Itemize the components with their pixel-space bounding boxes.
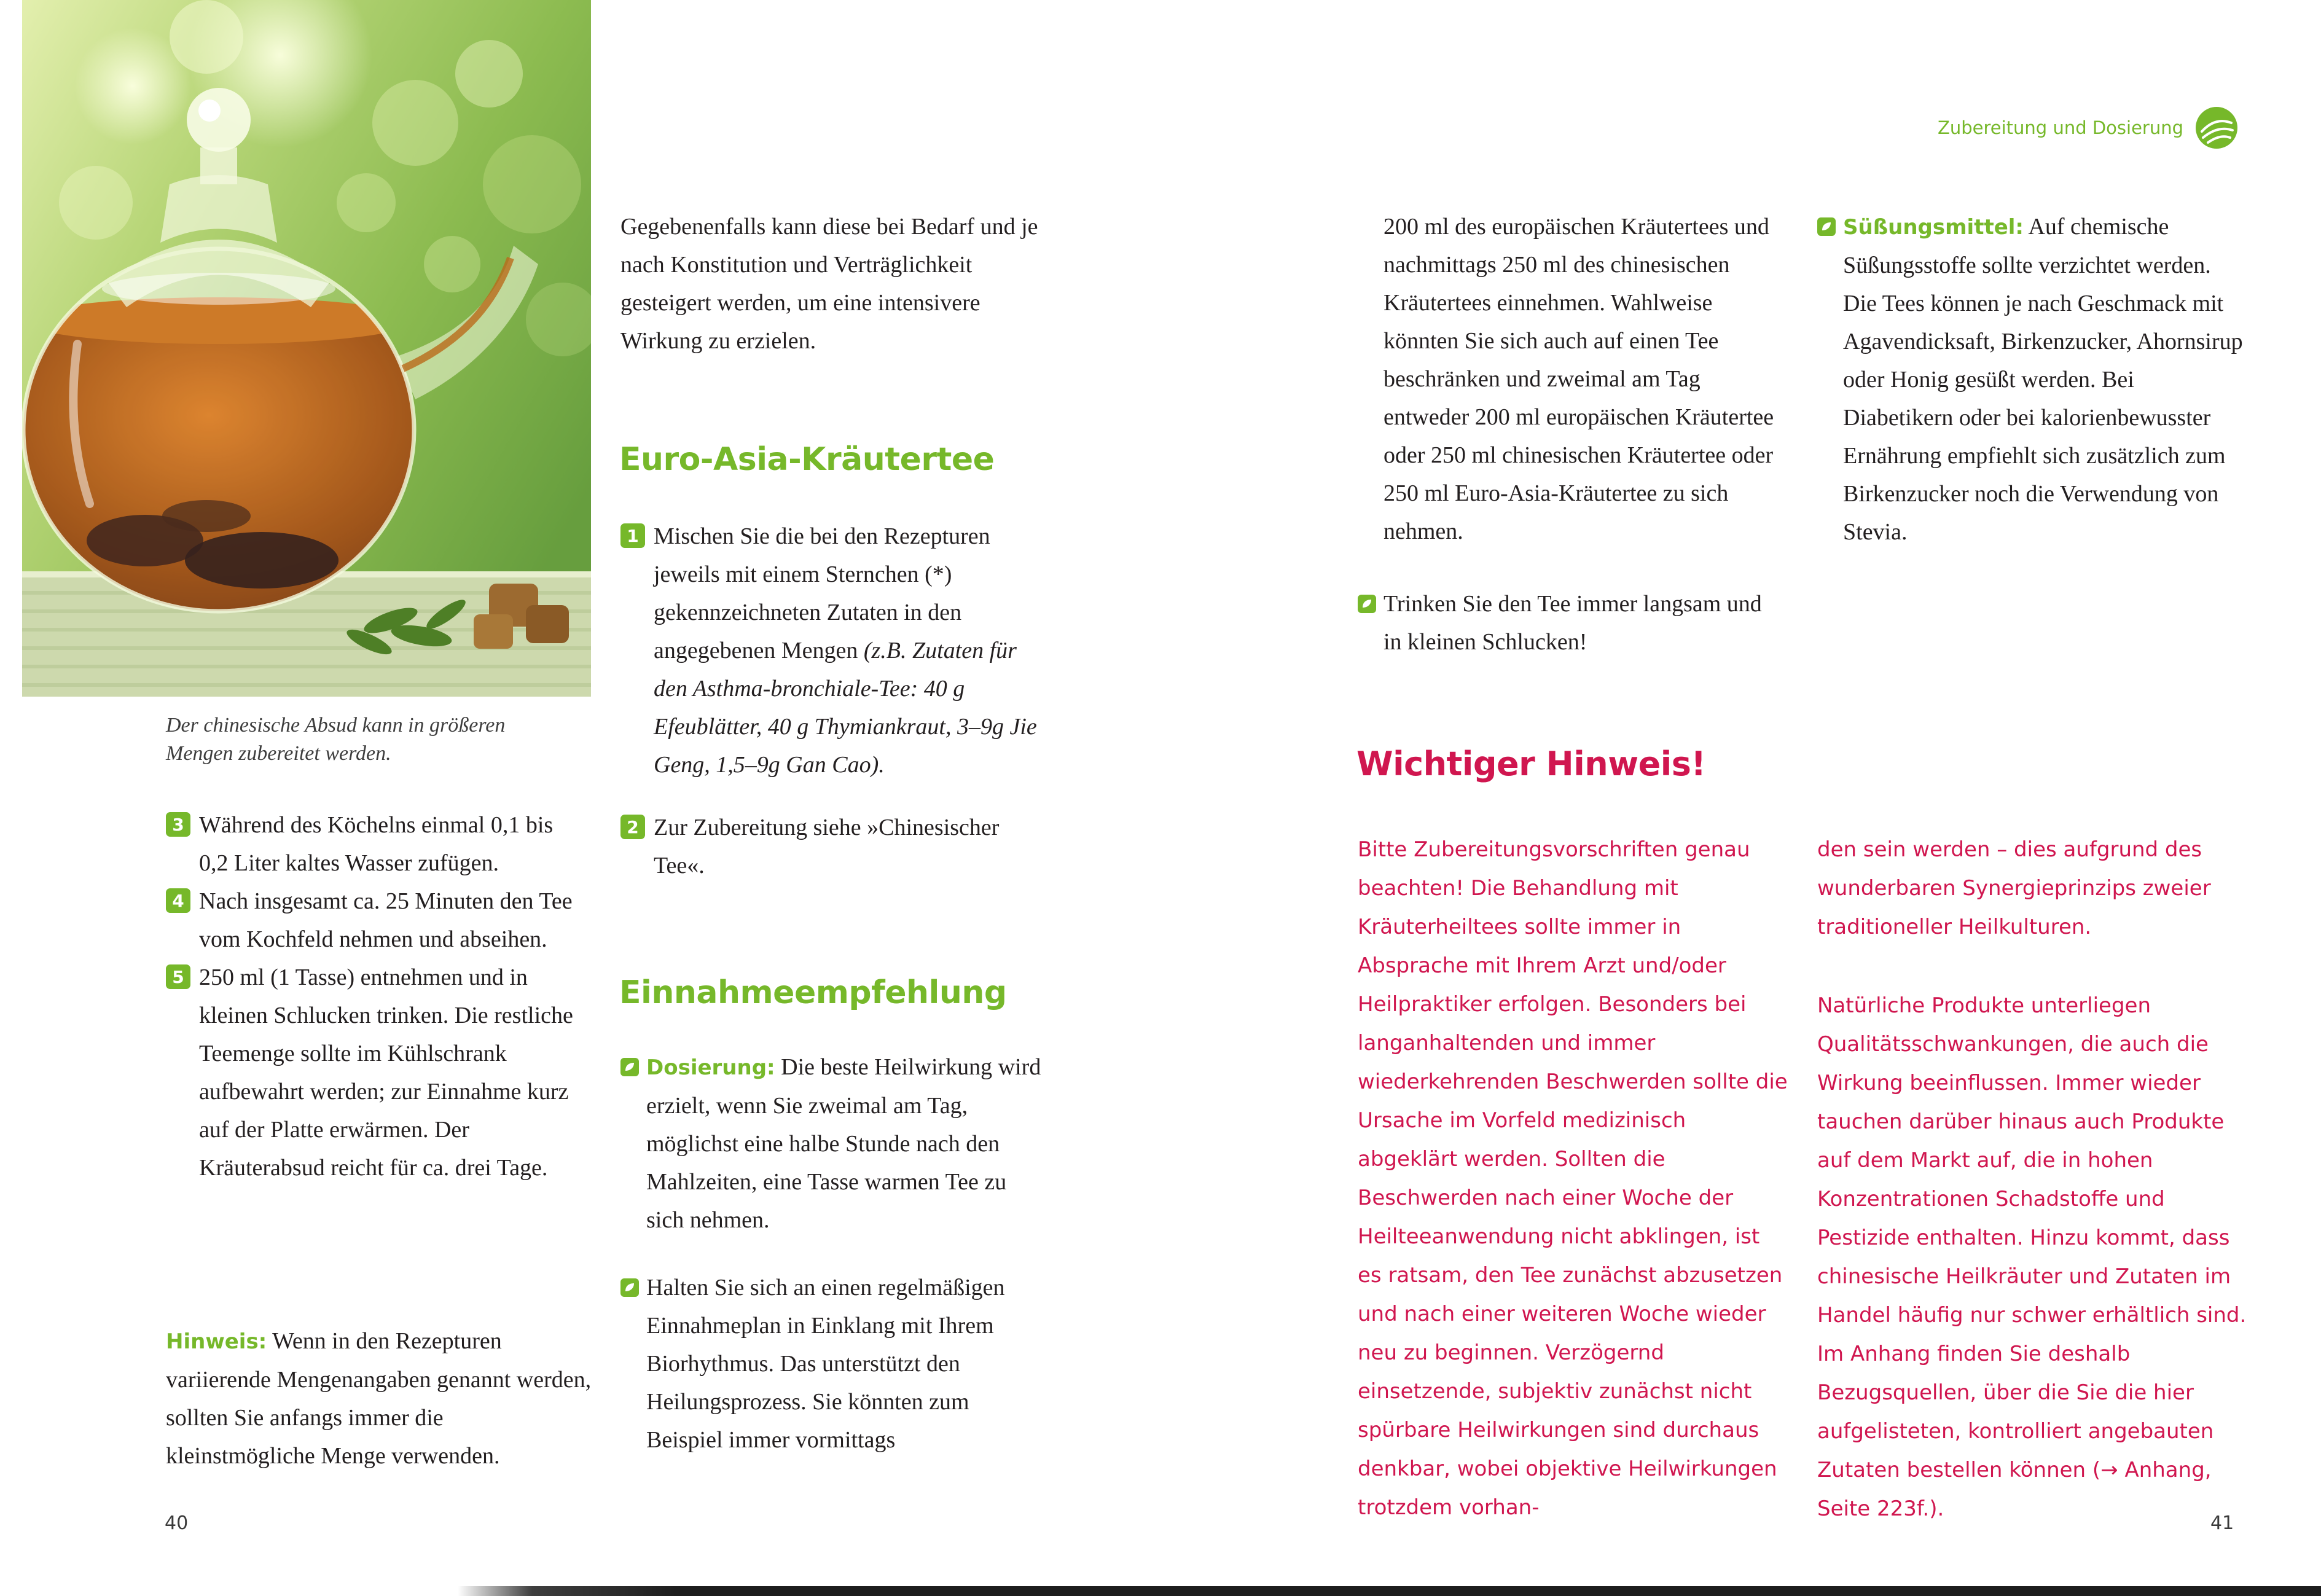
hinweis-text: Wenn in den Rezepturen variierende Mengenangaben genannt werden, sollten Sie anfangs immer die kleinstmögliche Menge verwenden. bbox=[166, 1328, 592, 1469]
step-number-badge: 1 bbox=[620, 523, 645, 548]
step-text: Während des Köchelns einmal 0,1 bis 0,2 Liter kaltes Wasser zufügen. bbox=[199, 812, 554, 876]
leaf-bullet-icon bbox=[620, 1278, 639, 1297]
leaf-bullet-icon bbox=[1358, 595, 1376, 613]
step-item-5 bbox=[166, 958, 581, 1187]
bullet-text bbox=[1843, 208, 2244, 551]
book-edge bbox=[458, 1586, 2321, 1596]
einnahme-bullets bbox=[620, 1048, 1044, 1459]
important-note-paragraph-2: Natürliche Produkte unterliegen Qualitätsschwankungen, die auch die Wirkung beeinflussen. Immer wieder tauchen darüber hinaus auch Produkte auf dem Markt auf, die in hohen Konzentrationen Schadstoffe und Pestizide enthalten. Hinzu kommt, dass chinesische Heilkräuter und Zutaten im Handel häufig nur schwer erhältlich sind. Im Anhang finden Sie deshalb Bezugsquellen, über die Sie die hier aufgelisteten, kontrolliert angebauten Zutaten bestellen können (→ Anhang, Seite 223f.). bbox=[1817, 993, 2247, 1521]
bullet-text: Trinken Sie den Tee immer langsam und in kleinen Schlucken! bbox=[1384, 591, 1762, 655]
dosierung-label: Dosierung: bbox=[646, 1055, 775, 1080]
leaf-bullet-icon bbox=[1817, 217, 1836, 236]
running-header bbox=[1938, 106, 2239, 150]
step-text-italic: (z.B. Zutaten für den Asthma-bronchiale-Tee: 40 g Efeublätter, 40 g Thymiankraut, 3–9g Jie Geng, 1,5–9g Gan Cao). bbox=[654, 638, 1037, 778]
step-number-badge: 3 bbox=[166, 812, 190, 837]
bullet-item-trinken bbox=[1358, 585, 1783, 661]
right-col2-top bbox=[1817, 208, 2244, 551]
section-heading-euro-asia: Euro-Asia-Kräutertee bbox=[619, 441, 995, 478]
suessungsmittel-text: Auf chemische Süßungsstoffe sollte verzichtet werden. Die Tees können je nach Geschmack mit Agavendicksaft, Birkenzucker, Ahornsirup oder Honig gesüßt werden. Bei Diabetikern oder bei kalorienbewusster Ernährung empfiehlt sich zusätzlich zum Birkenzucker noch die Verwendung von Stevia. bbox=[1843, 214, 2243, 545]
bullet-item-dosierung bbox=[620, 1048, 1044, 1239]
page-number-left: 40 bbox=[165, 1512, 189, 1534]
step-text: 250 ml (1 Tasse) entnehmen und in kleinen Schlucken trinken. Die restliche Teemenge sollte im Kühlschrank aufbewahrt werden; zur Einnahme kurz auf der Platte erwärmen. Der Kräuterabsud reicht für ca. drei Tage. bbox=[199, 964, 573, 1181]
hinweis-label: Hinweis: bbox=[166, 1329, 267, 1354]
intro-paragraph: Gegebenenfalls kann diese bei Bedarf und je nach Konstitution und Verträglichkeit gesteigert werden, um eine intensivere Wirkung zu erzielen. bbox=[620, 214, 1038, 354]
page-number-right: 41 bbox=[2210, 1512, 2234, 1534]
leaf-sphere-icon bbox=[2194, 106, 2239, 150]
step-text: Zur Zubereitung siehe »Chinesischer Tee«. bbox=[654, 815, 1000, 878]
teapot-illustration bbox=[22, 0, 591, 697]
step-text bbox=[654, 517, 1044, 784]
bullet-text bbox=[646, 1048, 1044, 1239]
step-item-2 bbox=[620, 808, 1044, 885]
bullet-item-suessungsmittel bbox=[1817, 208, 2244, 551]
dosierung-text: Die beste Heilwirkung wird erzielt, wenn Sie zweimal am Tag, möglichst eine halbe Stunde nach den Mahlzeiten, eine Tasse warmen Tee zu sich nehmen. bbox=[646, 1054, 1041, 1233]
important-note-continuation: den sein werden – dies aufgrund des wunderbaren Synergieprinzips zweier traditioneller Heilkulturen. bbox=[1817, 837, 2211, 939]
step-text: Nach insgesamt ca. 25 Minuten den Tee vom Kochfeld nehmen und abseihen. bbox=[199, 888, 573, 952]
photo-caption: Der chinesische Absud kann in größeren Mengen zubereitet werden. bbox=[166, 714, 506, 765]
preparation-steps-list bbox=[166, 806, 581, 1187]
important-note-heading: Wichtiger Hinweis! bbox=[1356, 745, 1706, 783]
bullet-text: Halten Sie sich an einen regelmäßigen Einnahmeplan in Einklang mit Ihrem Biorhythmus. Das unterstützt den Heilungsprozess. Sie könnten zum Beispiel immer vormittags bbox=[646, 1275, 1005, 1453]
step-number-badge: 5 bbox=[166, 964, 190, 989]
step-number-badge: 2 bbox=[620, 815, 645, 839]
section-heading-einnahme: Einnahmeempfehlung bbox=[619, 974, 1007, 1011]
leaf-bullet-icon bbox=[620, 1058, 639, 1076]
bullet-item-einnahmeplan bbox=[620, 1269, 1044, 1459]
step-item-4 bbox=[166, 882, 581, 958]
suessungsmittel-label: Süßungsmittel: bbox=[1843, 215, 2024, 240]
running-header-title: Zubereitung und Dosierung bbox=[1938, 117, 2183, 138]
step-item-3 bbox=[166, 806, 581, 882]
step-item-1 bbox=[620, 517, 1044, 784]
hinweis-note bbox=[166, 1322, 596, 1475]
step-text-normal: Mischen Sie die bei den Rezepturen jeweils mit einem Sternchen (*) gekennzeichneten Zutaten in den angegebenen Mengen bbox=[654, 523, 990, 663]
right-col1-top bbox=[1358, 208, 1783, 661]
important-note-paragraph: Bitte Zubereitungsvorschriften genau beachten! Die Behandlung mit Kräuterheiltees sollte immer in Absprache mit Ihrem Arzt und/oder Heilpraktiker erfolgen. Besonders bei langanhaltenden und immer wiederkehrenden Beschwerden sollte die Ursache im Vorfeld medizinisch abgeklärt werden. Sollten die Beschwerden nach einer Woche der Heilteeanwendung nicht abklingen, ist es ratsam, den Tee zunächst abzusetzen und nach einer weiteren Woche wieder neu zu beginnen. Verzögernd einsetzende, subjektiv zunächst nicht spürbare Heilwirkungen sind durchaus denkbar, wobei objektive Heilwirkungen trotzdem vorhan- bbox=[1358, 837, 1788, 1520]
euro-asia-steps-list bbox=[620, 517, 1044, 885]
step-number-badge: 4 bbox=[166, 888, 190, 913]
teapot-photo bbox=[22, 0, 591, 697]
continuation-paragraph: 200 ml des europäischen Kräutertees und nachmittags 250 ml des chinesischen Kräutertees einnehmen. Wahlweise könnten Sie sich auch auf einen Tee beschränken und zweimal am Tag entweder 200 ml europäischen Kräutertee oder 250 ml chinesischen Kräutertee oder 250 ml Euro-Asia-Kräutertee zu sich nehmen. bbox=[1384, 214, 1774, 544]
